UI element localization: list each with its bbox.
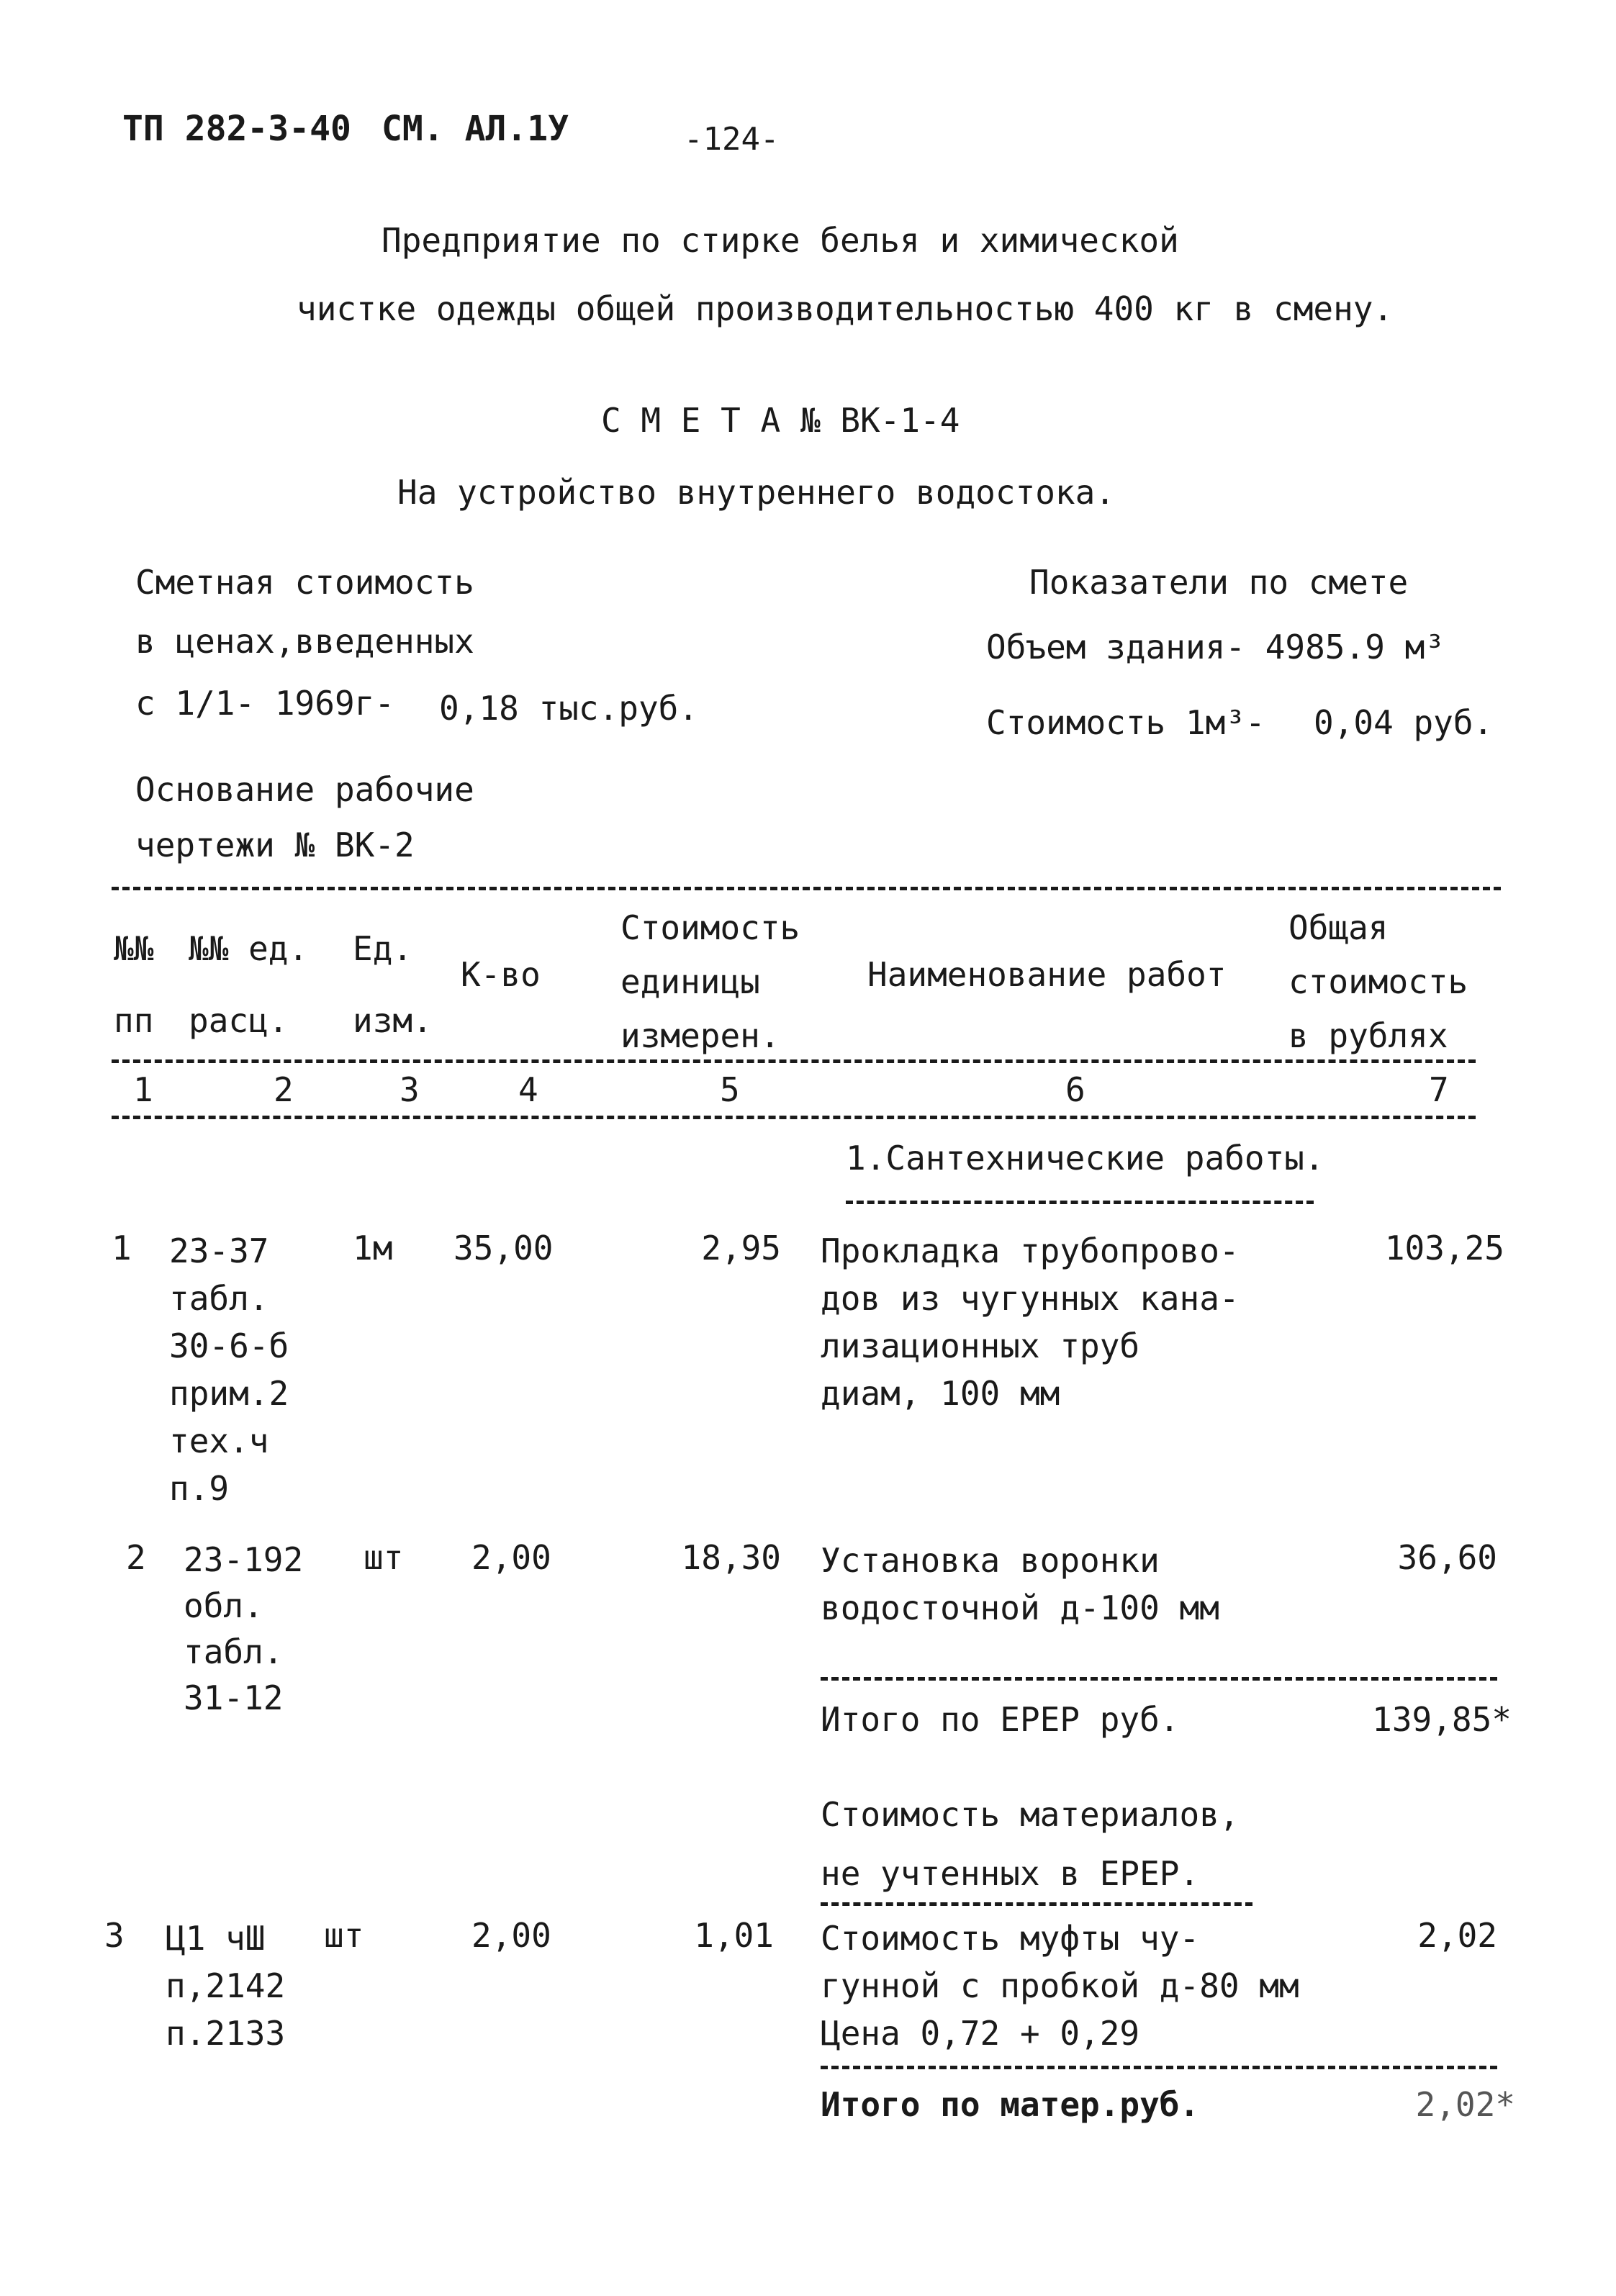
materials-total-rule	[821, 2066, 1497, 2069]
col-number-2: 2	[274, 1070, 294, 1109]
subtotal-erer-label: Итого по ЕРЕР руб.	[821, 1700, 1180, 1739]
col-number-6: 6	[1065, 1070, 1085, 1109]
row1-unit: 1м	[353, 1229, 393, 1267]
col-header-7: Общая стоимость в рублях	[1288, 908, 1468, 1055]
row2-qty: 2,00	[471, 1538, 551, 1577]
basis-line-2: чертежи № ВК-2	[135, 826, 415, 864]
row2-unit: шт	[364, 1538, 404, 1577]
row1-total: 103,25	[1384, 1229, 1504, 1267]
col-header-3: Ед. изм.	[353, 929, 433, 1040]
col-header-6: Наименование работ	[867, 955, 1227, 994]
row3-code: Ц1 чШ п,2142 п.2133	[166, 1919, 286, 2053]
col-header-2: №№ ед. расц.	[189, 929, 309, 1040]
row1-number: 1	[112, 1229, 132, 1267]
row2-number: 2	[126, 1538, 146, 1577]
col-header-5: Стоимость единицы измерен.	[620, 908, 800, 1055]
row3-total: 2,02	[1417, 1916, 1497, 1955]
row2-total: 36,60	[1397, 1538, 1497, 1577]
row3-name: Стоимость муфты чу- гунной с пробкой д-80 мм Цена 0,72 + 0,29	[821, 1919, 1299, 2053]
row1-code: 23-37 табл. 30-6-б прим.2 тех.ч п.9	[169, 1231, 289, 1508]
col-number-3: 3	[400, 1070, 420, 1109]
building-volume: Объем здания- 4985.9 м³	[986, 628, 1445, 666]
row1-qty: 35,00	[453, 1229, 554, 1267]
indicators-heading: Показатели по смете	[1029, 563, 1409, 602]
subtotal-materials-label: Итого по матер.руб.	[821, 2085, 1200, 2124]
basis-line-1: Основание рабочие	[135, 770, 474, 809]
col-header-1: №№ пп	[114, 929, 154, 1040]
subtotal-materials-value: 2,02*	[1415, 2085, 1515, 2124]
row1-price: 2,95	[701, 1229, 781, 1267]
row2-name: Установка воронки водосточной д-100 мм	[821, 1541, 1219, 1627]
subtotal-erer-value: 139,85*	[1372, 1700, 1512, 1739]
row3-number: 3	[104, 1916, 125, 1955]
subtotal-rule	[821, 1677, 1497, 1681]
row3-unit: шт	[324, 1916, 364, 1955]
row3-qty: 2,00	[471, 1916, 551, 1955]
doc-code: ТП 282-3-40	[122, 109, 351, 149]
col-number-7: 7	[1429, 1070, 1449, 1109]
section-rule	[846, 1201, 1314, 1204]
cost-label-2: в ценах,введенных	[135, 622, 474, 661]
cost-label-3: с 1/1- 1969г-	[135, 684, 395, 723]
unit-cost-value: 0,04 руб.	[1314, 703, 1494, 742]
page-number: -124-	[684, 121, 780, 158]
row2-price: 18,30	[681, 1538, 781, 1577]
title-line-1: Предприятие по стирке белья и химической	[382, 221, 1179, 260]
row3-price: 1,01	[694, 1916, 774, 1955]
table-top-rule	[112, 887, 1501, 890]
col-number-5: 5	[720, 1070, 740, 1109]
header-rule	[112, 1059, 1476, 1063]
row2-code: 23-192 обл. табл. 31-12	[184, 1540, 304, 1717]
section-title: 1.Сантехнические работы.	[846, 1139, 1324, 1178]
estimate-title: С М Е Т А № ВК-1-4	[601, 401, 960, 440]
col-header-4: К-во	[461, 955, 541, 994]
row1-name: Прокладка трубопрово- дов из чугунных кана- лизационных труб диам, 100 мм	[821, 1231, 1240, 1413]
unit-cost-label: Стоимость 1м³-	[986, 703, 1265, 742]
album-code: СМ. АЛ.1У	[382, 109, 569, 149]
cost-value: 0,18 тыс.руб.	[439, 689, 699, 728]
col-number-1: 1	[133, 1070, 153, 1109]
col-number-4: 4	[518, 1070, 538, 1109]
materials-note: Стоимость материалов, не учтенных в ЕРЕР.	[821, 1795, 1240, 1893]
cost-label-1: Сметная стоимость	[135, 563, 474, 602]
estimate-subject: На устройство внутреннего водостока.	[397, 473, 1115, 512]
title-line-2: чистке одежды общей производительностью 400 кг в смену.	[297, 289, 1394, 328]
numbers-rule	[112, 1116, 1476, 1119]
materials-rule	[821, 1902, 1252, 1906]
